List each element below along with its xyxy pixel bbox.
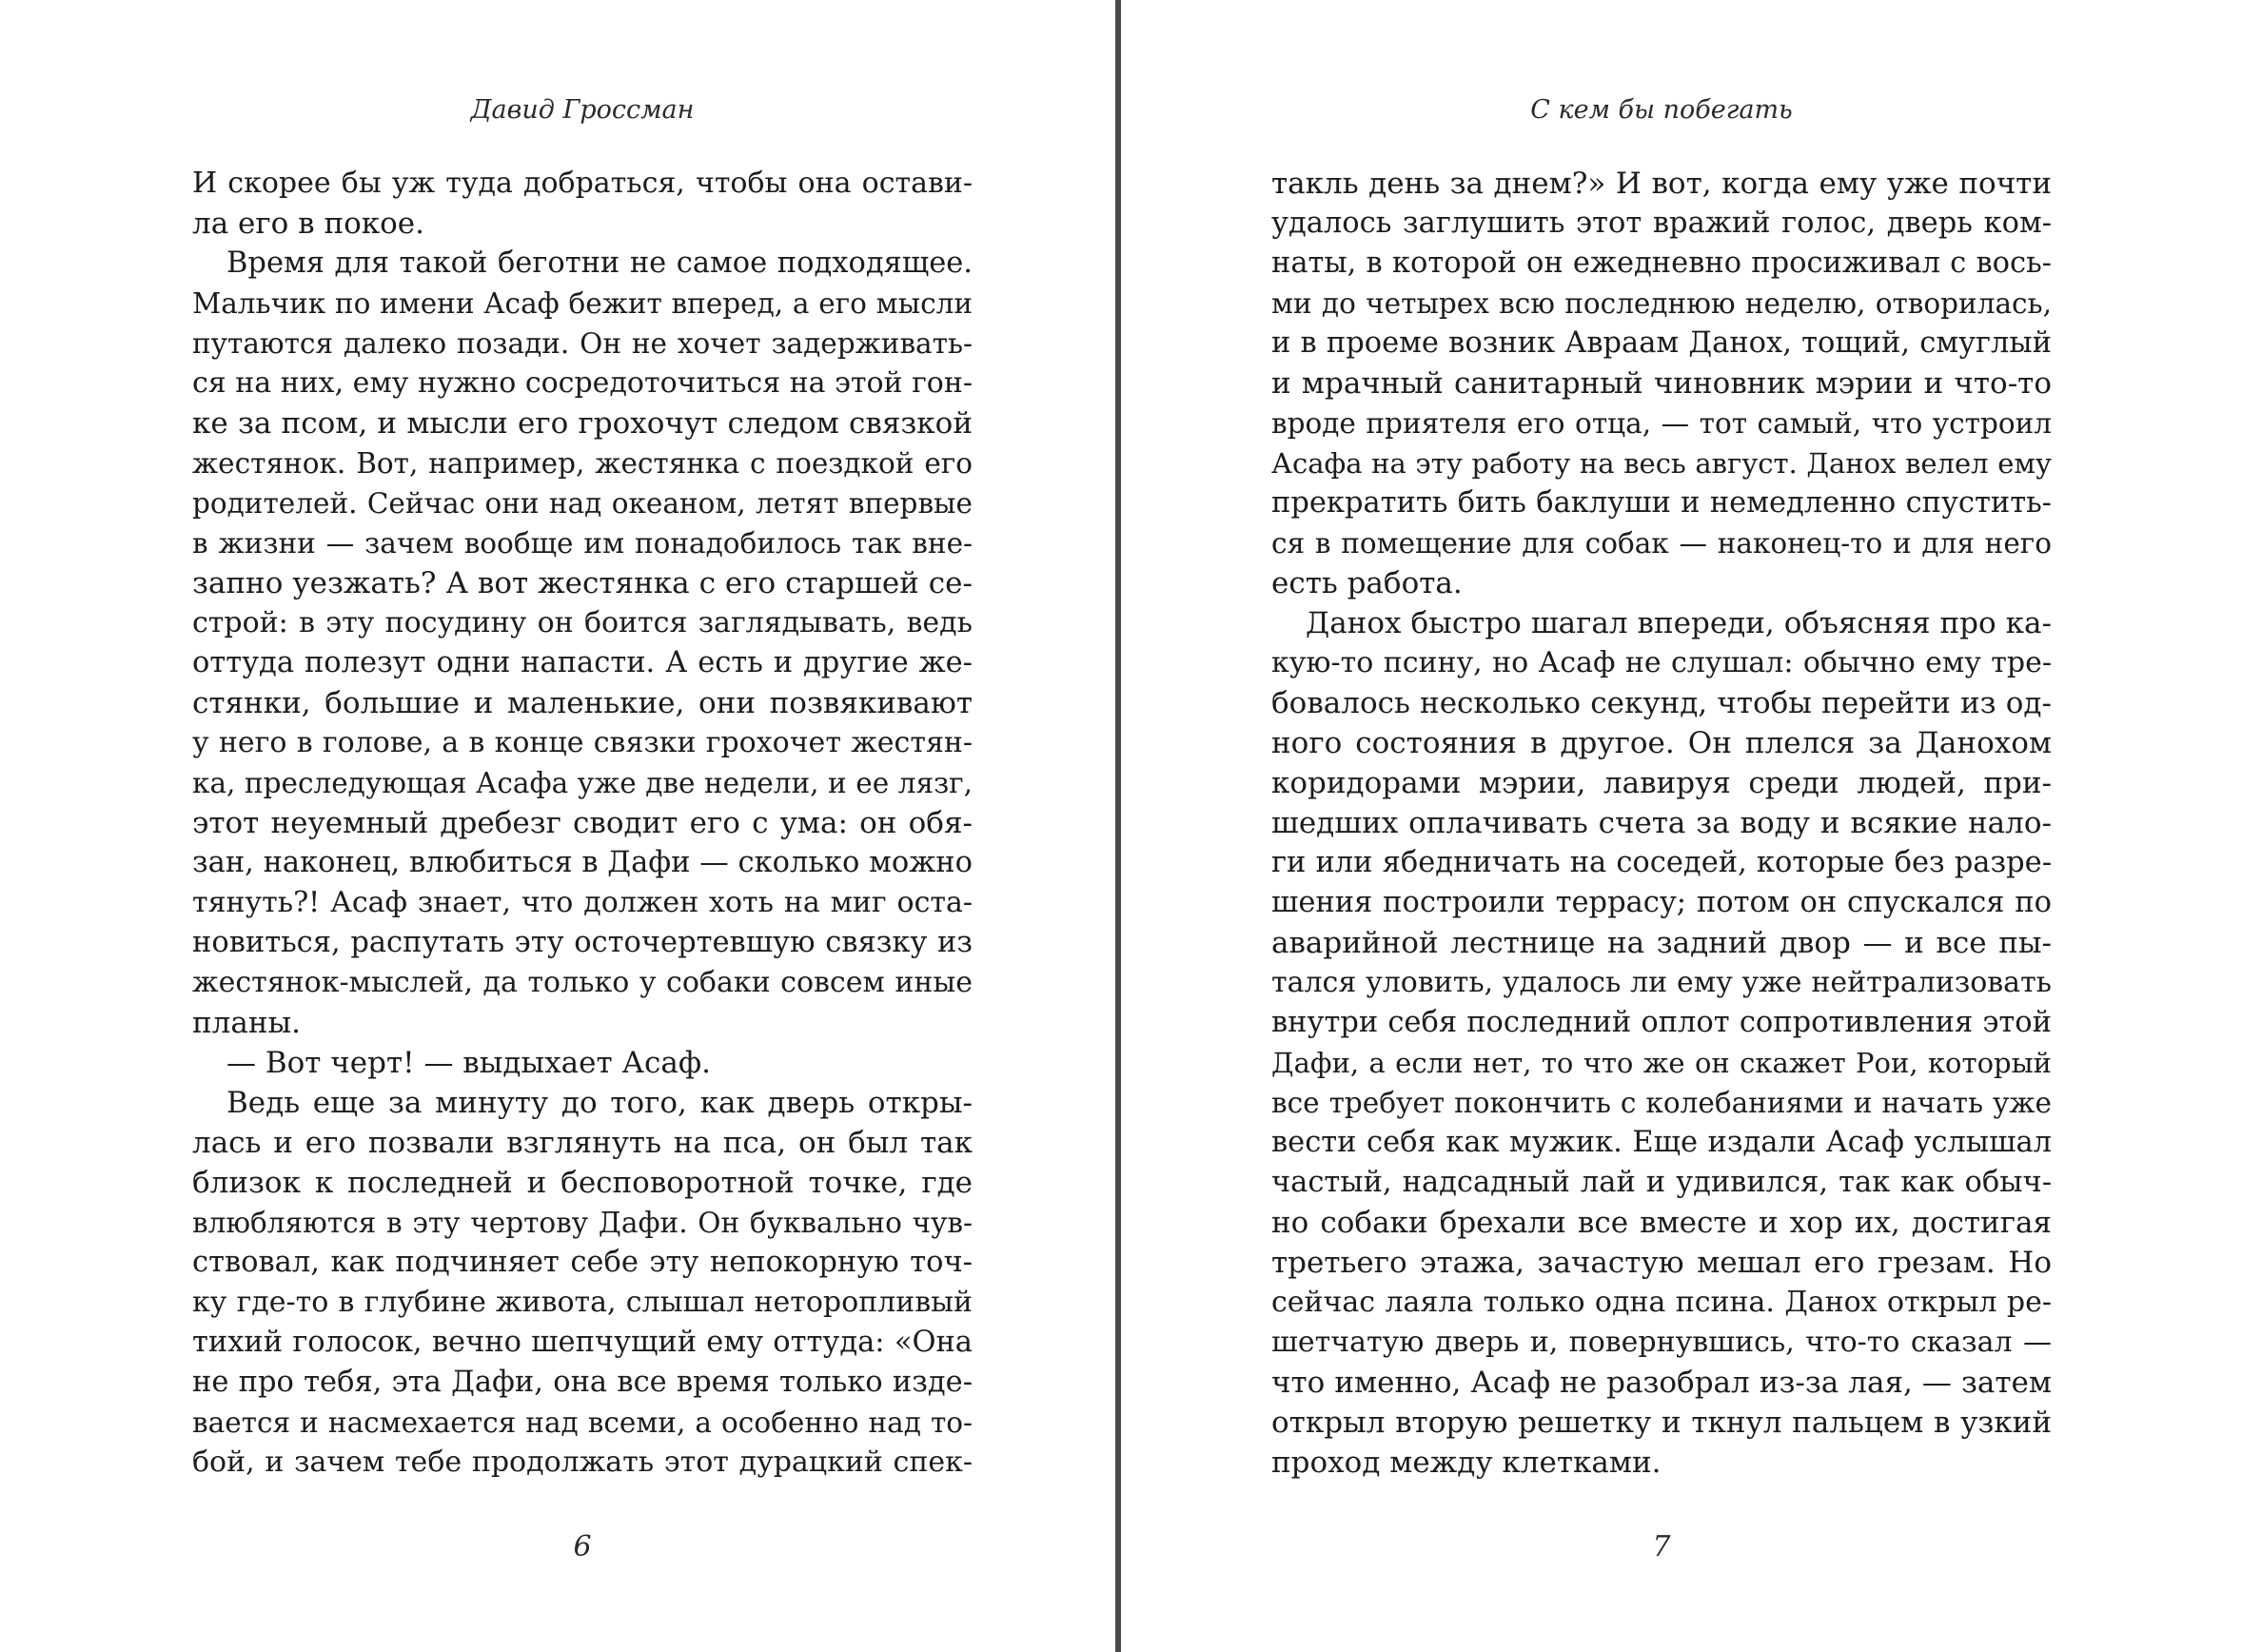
right-page [1121,0,2242,1652]
text-line: наты, в которой он ежедневно просиживал с вось- [1271,246,2052,280]
page-number: 7 [1652,1530,1671,1564]
text-line: ги или ябедничать на соседей, которые без разре- [1271,846,2052,879]
text-line: шедших оплачивать счета за воду и всякие нало- [1271,806,2052,840]
text-line: Данох быстро шагал впереди, объясняя про ка- [1306,606,2052,640]
text-line: планы. [192,1006,302,1040]
text-line: Ведь еще за минуту до того, как дверь откры- [226,1086,973,1120]
text-line: что именно, Асаф не разобрал из-за лая, — затем [1271,1366,2052,1400]
text-line: — Вот черт! — выдыхает Асаф. [226,1046,711,1080]
text-line: все требует покончить с колебаниями и начать уже [1271,1087,2052,1119]
text-line: не про тебя, эта Дафи, она все время только изде- [192,1366,973,1399]
left-page-text [192,164,973,1483]
text-line: тался уловить, удалось ли ему уже нейтрализовать [1271,966,2052,999]
text-line: частый, надсадный лай и удивился, так как обыч- [1271,1166,2052,1199]
text-line: Мальчик по имени Асаф бежит вперед, а его мысли [192,287,973,320]
text-line: жестянок-мыслей, да только у собаки совсем иные [192,966,973,999]
text-line: ми до четырех всю последнюю неделю, отворилась, [1271,287,2052,320]
text-line: И скорее бы уж туда добраться, чтобы она остави- [192,167,973,200]
text-line: ствовал, как подчиняет себе эту непокорную точ- [192,1246,973,1279]
text-line: Асафа на эту работу на весь август. Данох велел ему [1271,447,2052,480]
text-line: коридорами мэрии, лавируя среди людей, при- [1271,766,2052,800]
text-line: у него в голове, а в конце связки грохочет жестян- [192,726,973,759]
text-line: бовалось несколько секунд, чтобы перейти из од- [1271,686,2052,720]
text-line: строй: в эту посудину он боится заглядывать, ведь [192,606,973,639]
text-line: и в проеме возник Авраам Данох, тощий, смуглый [1271,326,2052,360]
text-line: в жизни — зачем вообще им понадобилось так вне- [192,527,973,560]
text-line: запно уезжать? А вот жестянка с его старшей се- [192,566,973,600]
page-number: 6 [573,1530,592,1564]
text-line: ся на них, ему нужно сосредоточиться на этой гон- [192,366,973,400]
text-line: вести себя как мужик. Еще издали Асаф услышал [1271,1126,2052,1159]
text-line: вроде приятеля его отца, — тот самый, что устроил [1271,407,2052,440]
text-line: стянки, большие и маленькие, они позвякивают [192,686,973,720]
running-head-title: С кем бы побегать [1530,95,1793,125]
text-line: аварийной лестнице на задний двор — и все пы- [1271,926,2052,960]
text-line: прекратить бить баклуши и немедленно спустить- [1271,486,2052,520]
text-line: зан, наконец, влюбиться в Дафи — сколько можно [192,846,973,879]
left-page [0,0,1115,1652]
text-line: тихий голосок, вечно шепчущий ему оттуда: «Она [192,1326,973,1359]
text-line: жестянок. Вот, например, жестянка с поездкой его [192,447,973,480]
text-line: вается и насмехается над всеми, а особенно над то- [192,1406,973,1439]
text-line: кую-то псину, но Асаф не слушал: обычно ему тре- [1271,646,2052,679]
text-line: и мрачный санитарный чиновник мэрии и что-то [1271,366,2052,401]
text-line: ся в помещение для собак — наконец-то и для него [1271,527,2052,560]
text-line: путаются далеко позади. Он не хочет задерживать- [192,327,973,360]
text-line: ка, преследующая Асафа уже две недели, и ее лязг, [192,767,973,799]
text-line: внутри себя последний оплот сопротивления этой [1271,1006,2052,1039]
text-line: такль день за днем?» И вот, когда ему уже почти [1271,167,2052,201]
text-line: шения построили террасу; потом он спускался по [1271,886,2052,919]
text-line: проход между клетками. [1271,1446,1662,1480]
text-line: сейчас лаяла только одна псина. Данох открыл ре- [1271,1286,2052,1319]
text-line: есть работа. [1271,566,1463,600]
text-line: этот неуемный дребезг сводит его с ума: он обя- [192,806,973,840]
text-line: третьего этажа, зачастую мешал его грезам. Но [1271,1246,2052,1280]
text-line: бой, и зачем тебе продолжать этот дурацкий спек- [192,1446,973,1479]
right-page-text [1271,164,2052,1483]
text-line: оттуда полезут одни напасти. А есть и другие же- [192,646,973,679]
text-line: влюбляются в эту чертову Дафи. Он буквально чув- [192,1207,973,1239]
running-head-author: Давид Гроссман [470,95,695,125]
text-line: близок к последней и бесповоротной точке, где [192,1166,973,1200]
text-line: шетчатую дверь и, повернувшись, что-то сказал — [1271,1326,2052,1359]
text-line: ла его в покое. [192,206,425,241]
text-line: новиться, распутать эту осточертевшую связку из [192,926,973,959]
text-line: тянуть?! Асаф знает, что должен хоть на миг оста- [192,886,973,919]
text-line: родителей. Сейчас они над океаном, летят впервые [192,487,973,520]
text-line: ке за псом, и мысли его грохочут следом связкой [192,406,973,441]
text-line: ного состояния в другое. Он плелся за Данохом [1271,726,2052,760]
text-line: но собаки брехали все вместе и хор их, достигая [1271,1206,2052,1240]
text-line: удалось заглушить этот вражий голос, дверь ком- [1271,206,2052,240]
text-line: ку где-то в глубине живота, слышал неторопливый [192,1286,973,1319]
text-line: Дафи, а если нет, то что же он скажет Рои, который [1271,1047,2052,1079]
text-line: Время для такой беготни не самое подходящее. [226,246,973,280]
text-line: открыл вторую решетку и ткнул пальцем в узкий [1271,1406,2052,1440]
text-line: лась и его позвали взглянуть на пса, он был так [192,1126,973,1160]
